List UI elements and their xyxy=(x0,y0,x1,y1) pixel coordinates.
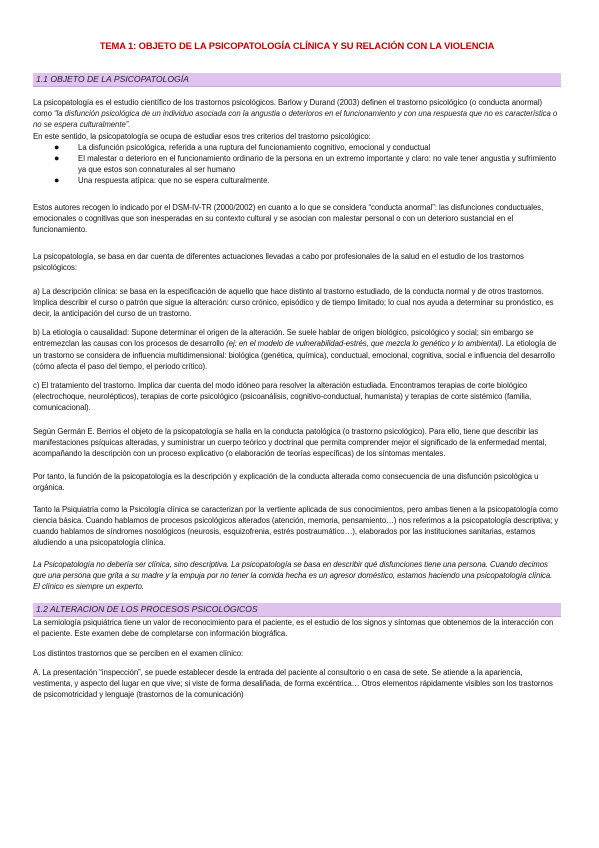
list-item: ● Una respuesta atípica: que no se espera culturalmente. xyxy=(54,175,270,186)
paragraph-definition: La psicopatología es el estudio científico de los trastornos psicológicos. Barlow y Durand (2003) definen el trastorno psicológico (o conducta anormal) como “la disfunción psicológica de un individuo asociada con la angustia o deterioros en el funcionamiento y con una respuesta que no es característica o no se espera culturalmente”. xyxy=(33,98,558,130)
section-header-alteracion: 1.2 ALTERACION DE LOS PROCESOS PSICOLÓGICOS xyxy=(33,603,561,617)
paragraph-berrios: Según Germán E. Berrios el objeto de la psicopatología se halla en la conducta patológica (o trastorno psicológico). Para ello, tiene que describir las manifestaciones psíquicas alteradas, y suministrar un cuerpo teórico y doctrinal que permita comprender mejor el significado de la enfermedad mental, acompañando la descripción con un proceso explicativo (o elaboración de teorías específicas) de los síntomas mentales. xyxy=(33,426,547,459)
paragraph-criteria-intro: En este sentido, la psicopatología se ocupa de estudiar esos tres criterios del trastorno psicológico: xyxy=(33,131,371,141)
paragraph-presentacion: A. La presentación “inspección”, se puede establecer desde la entrada del paciente al consultorio o en casa de sete. Se atiende a la apariencia, vestimenta, y aspecto del lugar en que vive; si viste de forma desaliñada, de forma excéntrica… Otros elementos rápidamente visibles son los trastornos de psicomotricidad y lenguaje (trastornos de la comunicación) xyxy=(33,667,553,700)
bullet-icon: ● xyxy=(54,141,60,152)
bullet-icon: ● xyxy=(54,153,60,164)
paragraph-etiologia: b) La etiología o causalidad: Supone determinar el origen de la alteración. Se suele hablar de origen biológico, psicológico y social; sin embargo se entremezclan las causas con los procesos de desarrollo (ej: en el modelo de vulnerabilidad-estrés, que mezcla lo genético y lo ambiental). La etiología de un trastorno se considera de influencia multidimensional: biológica (genética, química), conductual, emocional, cognitiva, social e influencia del desarrollo (cómo afecta el paso del tiempo, el periodo crítico). xyxy=(33,328,557,371)
paragraph-funcion: Por tanto, la función de la psicopatología es la descripción y explicación de la conducta alterada como consecuencia de una disfunción psicológica u orgánica. xyxy=(33,472,539,493)
paragraph-descriptiva-note: La Psicopatología no debería ser clínica, sino descriptiva. La psicopatología se basa en describir qué disfunciones tiene una persona. Cuando decimos que una persona que grita a su madre y la empuja por no tener la comida hecha es un agresor doméstico, estamos haciendo una psicopatología clínica. El clínico es siempre un experto. xyxy=(33,559,553,591)
definition-quote: “la disfunción psicológica de un individuo asociada con la angustia o deterioros en el funcionamiento y con una respuesta que no es característica o no se espera culturalmente”. xyxy=(33,109,558,130)
paragraph-psiquiatria: Tanto la Psiquiatría como la Psicología clínica se caracterizan por la vertiente aplicada de sus conocimientos, pero ambas tienen a la psicopatología como ciencia básica. Cuando hablamos de procesos psicológicos alterados (atención, memoria, pensamiento…) nos referimos a la psicopatología descriptiva; y cuando hablamos de síndromes nosológicos (neurosis, esquizofrenia, estrés postraumático…), elaborados por las instituciones sanitarias, estamos aludiendo a una psicopatología clínica. xyxy=(33,504,559,548)
criteria-list xyxy=(33,142,561,187)
list-item: ● La disfunción psicológica, referida a una ruptura del funcionamiento cognitivo, emocional y conductual xyxy=(54,141,431,152)
paragraph-descripcion-clinica: a) La descripción clínica: se basa en la especificación de aquello que hace distinto al trastorno estudiado, de la conducta normal y de otros trastornos. Implica describir el curso o patrón que sigue la alteración: curso crónico, episódico y de tiempo limitado; lo cual nos ayuda a determinar su pronóstico, es decir, la anticipación del curso de un trastorno. xyxy=(33,286,554,319)
section-header-objeto: 1.1 OBJETO DE LA PSICOPATOLOGÍA xyxy=(33,73,561,87)
paragraph-semiologia: La semiología psiquiátrica tiene un valor de reconocimiento para el paciente, es el estudio de los signos y síntomas que obtenemos de la interacción con el paciente. Este examen debe de completarse con información biográfica. xyxy=(33,618,554,639)
list-item: ● El malestar o deterioro en el funcionamiento ordinario de la persona en un extremo importante y claro: no vale tener angustia y sufrimiento ya que estos son connaturales al ser humano xyxy=(54,153,557,175)
paragraph-tratamiento: c) El tratamiento del trastorno. Implica dar cuenta del modo idóneo para resolver la alteración estudiada. Encontramos terapias de corte biológico (electrochoque, neurolépticos), terapias de corte psicológico (psicoanálisis, cognitivo-conductual, humanista) y terapias de corte sistémico (familia, comunicacional). xyxy=(33,381,532,413)
document-title: TEMA 1: OBJETO DE LA PSICOPATOLOGÍA CLÍNICA Y SU RELACIÓN CON LA VIOLENCIA xyxy=(99,40,495,51)
bullet-icon: ● xyxy=(54,175,60,186)
paragraph-dsm: Estos autores recogen lo indicado por el DSM-IV-TR (2000/2002) en cuanto a lo que se considera “conducta anormal”: las disfunciones conductuales, emocionales o cognitivas que son inesperadas en su contexto cultural y se asocian con malestar personal o con un deterioro sustancial en el funcionamiento. xyxy=(33,202,544,235)
paragraph-actuaciones: La psicopatología, se basa en dar cuenta de diferentes actuaciones llevadas a cabo por profesionales de la salud en el estudio de los trastornos psicológicos: xyxy=(33,252,524,273)
paragraph-trastornos-intro: Los distintos trastornos que se perciben en el examen clínico: xyxy=(33,648,244,658)
